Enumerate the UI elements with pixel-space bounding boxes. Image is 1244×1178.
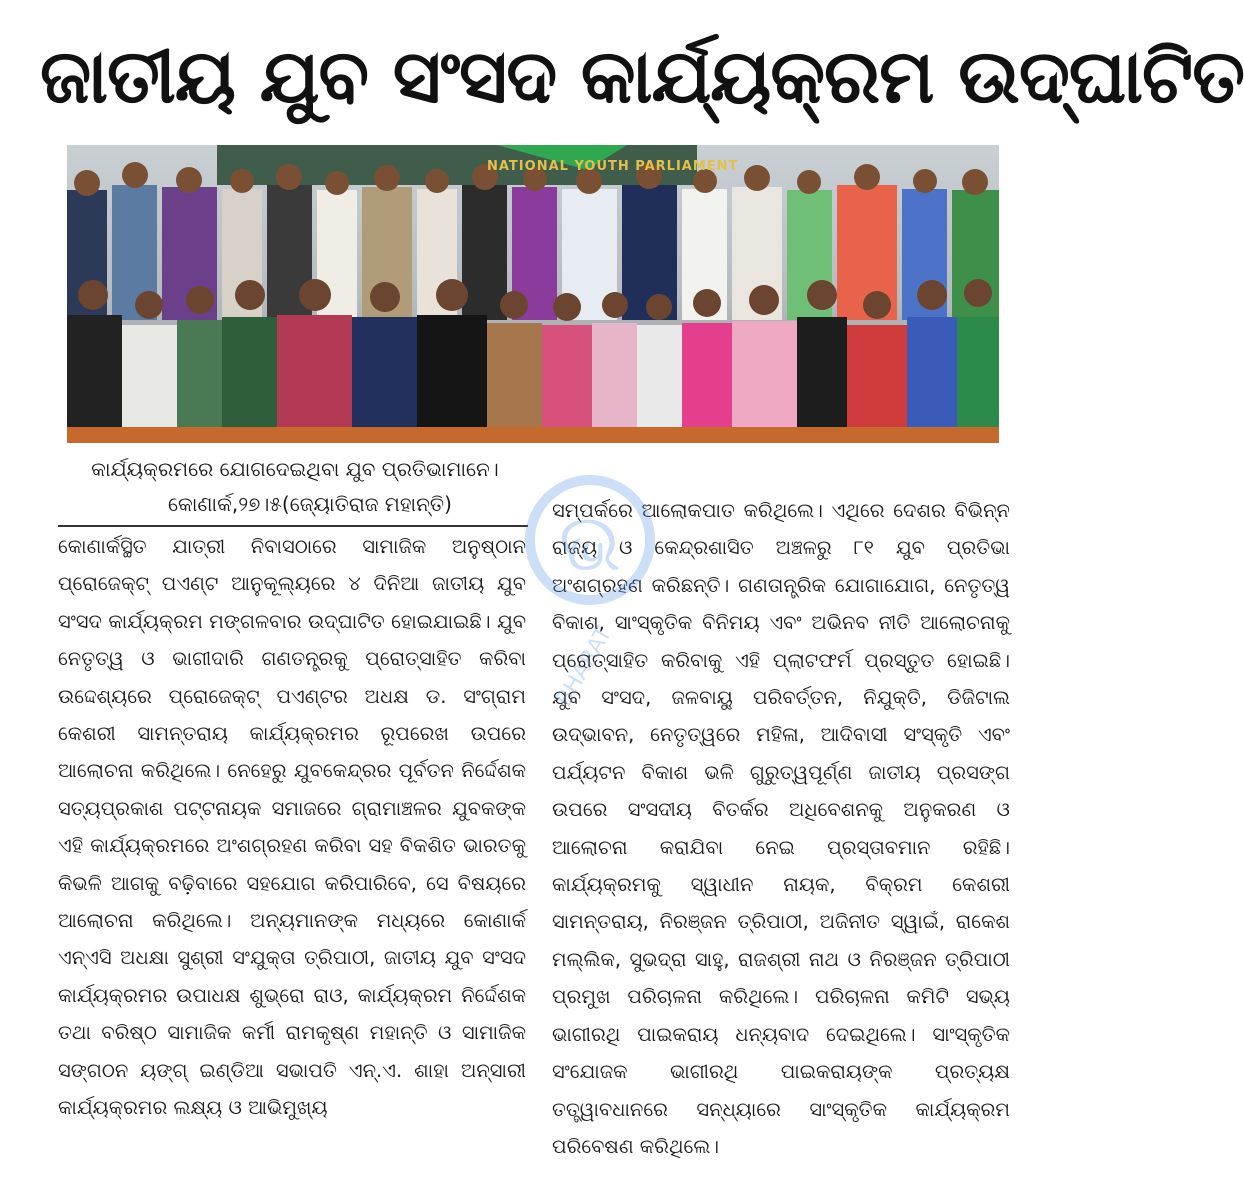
article-left-column: କୋଣାର୍କସ୍ଥିତ ଯାତ୍ରୀ ନିବାସଠାରେ ସାମାଜିକ ଅନୁଷ୍ଠାନ ପ୍ରୋଜେକ୍ଟ୍ ପଏଣ୍ଟ ଆନୁକୂଲ୍ୟରେ ୪ ଦିନିଆ ଜାତୀୟ ଯୁବ ସଂସଦ କାର୍ଯ୍ୟକ୍ରମ ମଙ୍ଗଳବାର ଉଦ୍‌ଘାଟିତ ହୋଇଯାଇଛି। ଯୁବ ନେତୃତ୍ୱ ଓ ଭାଗୀଦାରି ଗଣତନ୍ତ୍ରକୁ ପ୍ରୋତ୍ସାହିତ କରିବା ଉଦ୍ଦେଶ୍ୟରେ ପ୍ରୋଜେକ୍ଟ୍ ପଏଣ୍ଟର ଅଧକ୍ଷ ଡ. ସଂଗ୍ରାମ କେଶରୀ ସାମନ୍ତରାୟ କାର୍ଯ୍ୟକ୍ରମର ରୂପରେଖ ଉପରେ ଆଲୋଚନା କରିଥିଲେ। ନେହେରୁ ଯୁବକେନ୍ଦ୍ରର ପୂର୍ବତନ ନିର୍ଦ୍ଦେଶକ ସତ୍ୟପ୍ରକାଶ ପଟ୍ଟନାୟକ ସମାଜରେ ଗ୍ରାମାଞ୍ଚଳର ଯୁବକଙ୍କ ଏହି କାର୍ଯ୍ୟକ୍ରମରେ ଅଂଶଗ୍ରହଣ କରିବା ସହ ବିକଶିତ ଭାରତକୁ କିଭଳି ଆଗକୁ ବଢ଼ିବାରେ ସହଯୋଗ କରିପାରିବେ, ସେ ବିଷୟରେ ଆଲୋଚନା କରିଥିଲେ। ଅନ୍ୟମାନଙ୍କ ମଧ୍ୟରେ କୋଣାର୍କ ଏନ୍‌ଏସି ଅଧକ୍ଷା ସୁଶ୍ରୀ ସଂଯୁକ୍ତା ତ୍ରିପାଠୀ, ଜାତୀୟ ଯୁବ ସଂସଦ କାର୍ଯ୍ୟକ୍ରମର ଉପାଧକ୍ଷ ଶୁଭ୍ରୋ ରାଓ, କାର୍ଯ୍ୟକ୍ରମ ନିର୍ଦ୍ଦେଶକ ତଥା ବରିଷ୍ଠ ସାମାଜିକ କର୍ମୀ ରାମକୃଷ୍ଣ ମହାନ୍ତି ଓ ସାମାଜିକ ସଙ୍ଗଠନ ୟଙ୍ଗ୍ ଇଣ୍ଡିଆ ସଭାପତି ଏନ୍.ଏ. ଶାହା ଅନ୍ସାରୀ କାର୍ଯ୍ୟକ୍ରମର ଲକ୍ଷ୍ୟ ଓ ଆଭିମୁଖ୍ୟ bbox=[58, 535, 526, 1120]
photo-caption: କାର୍ଯ୍ୟକ୍ରମରେ ଯୋଗଦେଇଥିବା ଯୁବ ପ୍ରତିଭାମାନେ। bbox=[91, 457, 499, 481]
photo-banner-text: NATIONAL YOUTH PARLIAMENT bbox=[487, 159, 739, 174]
article-right-column: ସମ୍ପର୍କରେ ଆଲୋକପାତ କରିଥିଲେ। ଏଥିରେ ଦେଶର ବିଭିନ୍ନ ରାଜ୍ୟ ଓ କେନ୍ଦ୍ରଶାସିତ ଅଞ୍ଚଳରୁ ୮୧ ଯୁବ ପ୍ରତିଭା ଅଂଶଗ୍ରହଣ କରିଛନ୍ତି। ଗଣତାନ୍ତ୍ରିକ ଯୋଗାଯୋଗ, ନେତୃତ୍ୱ ବିକାଶ, ସାଂସ୍କୃତିକ ବିନିମୟ ଏବଂ ଅଭିନବ ନୀତି ଆଲୋଚନାକୁ ପ୍ରୋତ୍ସାହିତ କରିବାକୁ ଏହି ପ୍ଲାଟଫର୍ମ ପ୍ରସ୍ତୁତ ହୋଇଛି। ଯୁବ ସଂସଦ, ଜଳବାୟୁ ପରିବର୍ତ୍ତନ, ନିଯୁକ୍ତି, ଡିଜିଟାଲ ଉଦ୍ଭାବନ, ନେତୃତ୍ୱରେ ମହିଳା, ଆଦିବାସୀ ସଂସ୍କୃତି ଏବଂ ପର୍ଯ୍ୟଟନ ବିକାଶ ଭଳି ଗୁରୁତ୍ୱପୂର୍ଣ୍ଣ ଜାତୀୟ ପ୍ରସଙ୍ଗ ଉପରେ ସଂସଦୀୟ ବିତର୍କର ଅଧିବେଶନକୁ ଅନୁକରଣ ଓ ଆଲୋଚନା କରାଯିବା ନେଇ ପ୍ରସ୍ତାବମାନ ରହିଛି। କାର୍ଯ୍ୟକ୍ରମକୁ ସ୍ୱାଧୀନ ନାୟକ, ବିକ୍ରମ କେଶରୀ ସାମନ୍ତରାୟ, ନିରଞ୍ଜନ ତ୍ରିପାଠୀ, ଅଜିନୀତ ସ୍ୱାଇଁ, ରାକେଶ ମଲ୍ଲିକ, ସୁଭଦ୍ରା ସାହୁ, ରାଜଶ୍ରୀ ନାଥ ଓ ନିରଞ୍ଜନ ତ୍ରିପାଠୀ ପ୍ରମୁଖ ପରିଚାଳନା କରିଥିଲେ। ପରିଚାଳନା କମିଟି ସଭ୍ୟ ଭାଗୀରଥି ପାଇକରାୟ ଧନ୍ୟବାଦ ଦେଇଥିଲେ। ସାଂସ୍କୃତିକ ସଂଯୋଜକ ଭାଗୀରଥି ପାଇକରାୟଙ୍କ ପ୍ରତ୍ୟକ୍ଷ ତତ୍ତ୍ୱାବଧାନରେ ସନ୍ଧ୍ୟାରେ ସାଂସ୍କୃତିକ କାର୍ଯ୍ୟକ୍ରମ ପରିବେଷଣ କରିଥିଲେ। bbox=[552, 499, 1010, 1158]
dateline: କୋଣାର୍କ,୨୭।୫(ଜ୍ୟୋତିରାଜ ମହାନ୍ତି) bbox=[168, 492, 452, 516]
watermark-text: BHARAT bbox=[551, 622, 618, 712]
watermark-letter: ଭ bbox=[558, 496, 622, 589]
headline: ଜାତୀୟ ଯୁବ ସଂସଦ କାର୍ଯ୍ୟକ୍ରମ ଉଦ୍‌ଘାଟିତ bbox=[40, 34, 1244, 120]
group-photo-illustration bbox=[67, 145, 999, 443]
dateline-rule bbox=[58, 525, 528, 527]
group-photo bbox=[67, 145, 999, 443]
